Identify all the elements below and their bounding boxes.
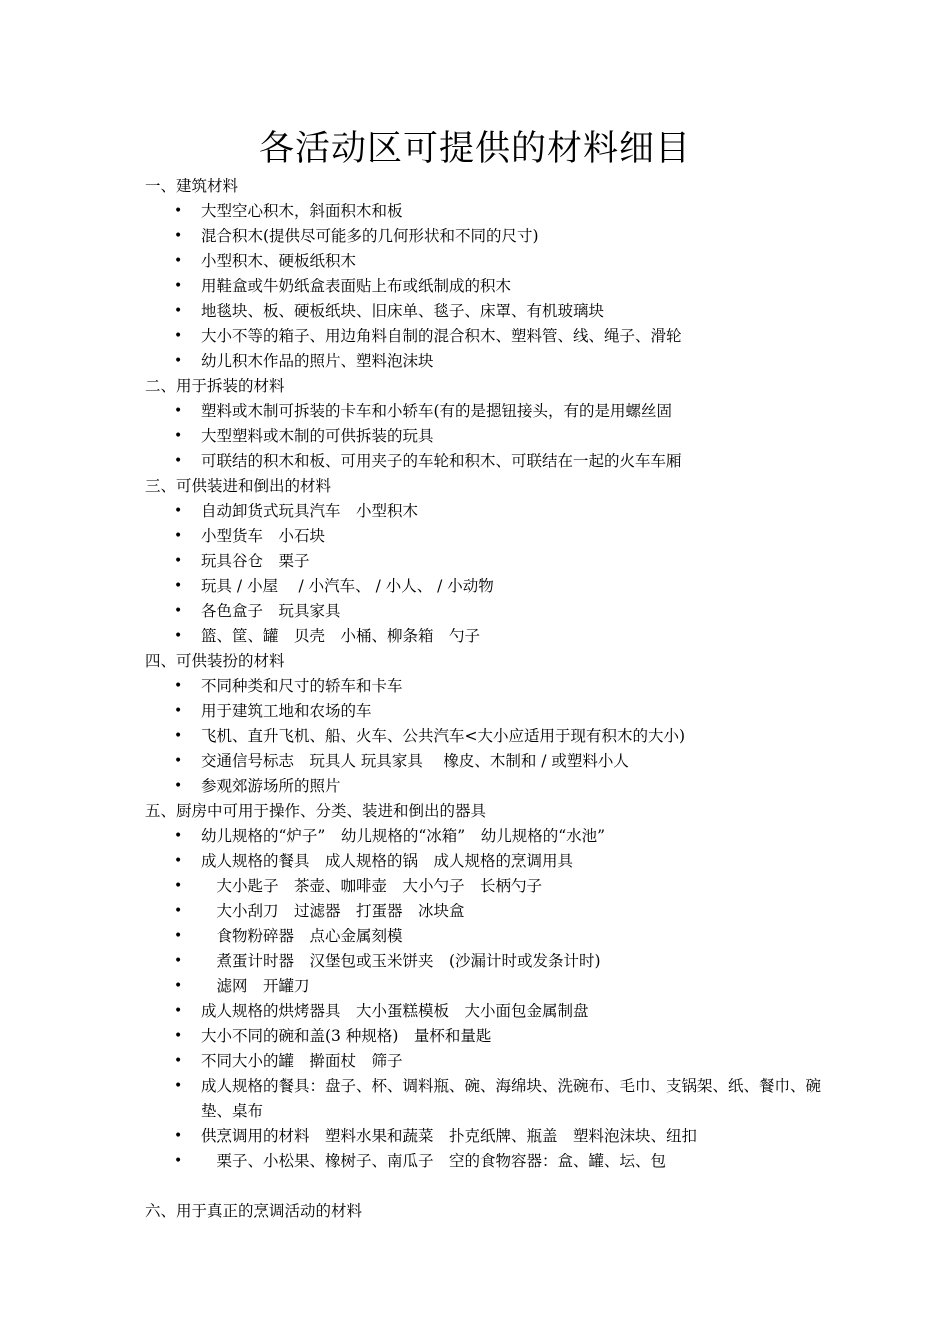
list-item bbox=[145, 524, 825, 549]
document-body bbox=[145, 174, 825, 1224]
bullet-list bbox=[145, 824, 825, 1174]
section-heading: 四、可供装扮的材料 bbox=[145, 652, 285, 670]
list-item-text: 地毯块、板、硬板纸块、旧床单、毯子、床罩、有机玻璃块 bbox=[201, 302, 605, 320]
bullet-icon: • bbox=[174, 1153, 183, 1169]
list-item-text: 食物粉碎器 点心金属刻模 bbox=[201, 927, 403, 945]
list-item-text: 大小不同的碗和盖(3 种规格) 量杯和量匙 bbox=[201, 1027, 492, 1045]
bullet-icon: • bbox=[174, 1053, 183, 1069]
bullet-icon: • bbox=[174, 753, 183, 769]
list-item bbox=[145, 699, 825, 724]
section-building-materials bbox=[145, 174, 825, 374]
bullet-list bbox=[145, 674, 825, 799]
bullet-list bbox=[145, 399, 825, 474]
list-item bbox=[145, 724, 825, 749]
list-item-text: 交通信号标志 玩具人 玩具家具 橡皮、木制和 / 或塑料小人 bbox=[201, 752, 629, 770]
bullet-icon: • bbox=[174, 1078, 183, 1094]
bullet-icon: • bbox=[174, 878, 183, 894]
list-item-text: 大小匙子 茶壶、咖啡壶 大小勺子 长柄勺子 bbox=[201, 877, 543, 895]
bullet-icon: • bbox=[174, 628, 183, 644]
list-item bbox=[145, 899, 825, 924]
list-item bbox=[145, 449, 825, 474]
list-item bbox=[145, 924, 825, 949]
list-item-text: 煮蛋计时器 汉堡包或玉米饼夹 (沙漏计时或发条计时) bbox=[201, 952, 601, 970]
blank-line bbox=[145, 1174, 825, 1199]
list-item-text: 参观郊游场所的照片 bbox=[201, 777, 341, 795]
bullet-list bbox=[145, 499, 825, 649]
list-item-text: 滤网 开罐刀 bbox=[201, 977, 310, 995]
bullet-icon: • bbox=[174, 253, 183, 269]
list-item bbox=[145, 349, 825, 374]
list-item-text: 成人规格的烘烤器具 大小蛋糕模板 大小面包金属制盘 bbox=[201, 1002, 589, 1020]
bullet-icon: • bbox=[174, 1003, 183, 1019]
list-item bbox=[145, 749, 825, 774]
bullet-list bbox=[145, 199, 825, 374]
list-item bbox=[145, 224, 825, 249]
list-item-text: 篮、筐、罐 贝壳 小桶、柳条箱 勺子 bbox=[201, 627, 481, 645]
bullet-icon: • bbox=[174, 953, 183, 969]
list-item bbox=[145, 424, 825, 449]
list-item bbox=[145, 999, 825, 1024]
list-item bbox=[145, 249, 825, 274]
bullet-icon: • bbox=[174, 1028, 183, 1044]
list-item-text: 小型货车 小石块 bbox=[201, 527, 326, 545]
list-item-text: 大型空心积木，斜面积木和板 bbox=[201, 202, 403, 220]
list-item bbox=[145, 874, 825, 899]
bullet-icon: • bbox=[174, 728, 183, 744]
bullet-icon: • bbox=[174, 828, 183, 844]
bullet-icon: • bbox=[174, 603, 183, 619]
list-item bbox=[145, 1074, 825, 1124]
list-item-text: 幼儿积木作品的照片、塑料泡沫块 bbox=[201, 352, 434, 370]
bullet-icon: • bbox=[174, 678, 183, 694]
list-item-text: 用鞋盒或牛奶纸盒表面贴上布或纸制成的积木 bbox=[201, 277, 512, 295]
section-fill-and-dump-materials bbox=[145, 474, 825, 649]
bullet-icon: • bbox=[174, 303, 183, 319]
list-item-text: 大小不等的箱子、用边角料自制的混合积木、塑料管、线、绳子、滑轮 bbox=[201, 327, 682, 345]
list-item-text: 大小刮刀 过滤器 打蛋器 冰块盒 bbox=[201, 902, 465, 920]
list-item-text: 玩具 / 小屋 / 小汽车、 / 小人、 / 小动物 bbox=[201, 577, 494, 595]
page-title: 各活动区可提供的材料细目 bbox=[258, 129, 691, 169]
bullet-icon: • bbox=[174, 853, 183, 869]
list-item-text: 用于建筑工地和农场的车 bbox=[201, 702, 372, 720]
bullet-icon: • bbox=[174, 578, 183, 594]
section-heading: 六、用于真正的烹调活动的材料 bbox=[145, 1202, 363, 1220]
section-disassembly-materials bbox=[145, 374, 825, 474]
list-item bbox=[145, 824, 825, 849]
section-heading: 二、用于拆装的材料 bbox=[145, 377, 285, 395]
list-item-text: 幼儿规格的“炉子” 幼儿规格的“冰箱” 幼儿规格的“水池” bbox=[201, 827, 606, 845]
bullet-icon: • bbox=[174, 528, 183, 544]
list-item-text: 不同种类和尺寸的轿车和卡车 bbox=[201, 677, 403, 695]
list-item bbox=[145, 624, 825, 649]
list-item-text: 混合积木(提供尽可能多的几何形状和不同的尺寸) bbox=[201, 227, 539, 245]
list-item-text: 大型塑料或木制的可供拆装的玩具 bbox=[201, 427, 434, 445]
section-heading: 一、建筑材料 bbox=[145, 177, 239, 195]
section-pretend-play-materials bbox=[145, 649, 825, 799]
list-item-text: 不同大小的罐 擀面杖 筛子 bbox=[201, 1052, 403, 1070]
bullet-icon: • bbox=[174, 278, 183, 294]
section-kitchen-utensils bbox=[145, 799, 825, 1174]
bullet-icon: • bbox=[174, 553, 183, 569]
list-item bbox=[145, 849, 825, 874]
list-item bbox=[145, 1049, 825, 1074]
bullet-icon: • bbox=[174, 428, 183, 444]
bullet-icon: • bbox=[174, 353, 183, 369]
list-item bbox=[145, 199, 825, 224]
list-item bbox=[145, 599, 825, 624]
list-item-text: 成人规格的餐具 成人规格的锅 成人规格的烹调用具 bbox=[201, 852, 574, 870]
bullet-icon: • bbox=[174, 328, 183, 344]
list-item-text: 飞机、直升飞机、船、火车、公共汽车<大小应适用于现有积木的大小) bbox=[201, 727, 686, 745]
bullet-icon: • bbox=[174, 1128, 183, 1144]
list-item bbox=[145, 399, 825, 424]
list-item bbox=[145, 1124, 825, 1149]
list-item-text: 玩具谷仓 栗子 bbox=[201, 552, 310, 570]
list-item-text: 成人规格的餐具：盘子、杯、调料瓶、碗、海绵块、洗碗布、毛巾、支锅架、纸、餐巾、碗垫、桌布 bbox=[201, 1077, 822, 1120]
list-item bbox=[145, 549, 825, 574]
bullet-icon: • bbox=[174, 903, 183, 919]
bullet-icon: • bbox=[174, 778, 183, 794]
bullet-icon: • bbox=[174, 503, 183, 519]
list-item bbox=[145, 1024, 825, 1049]
section-heading: 五、厨房中可用于操作、分类、装进和倒出的器具 bbox=[145, 802, 487, 820]
list-item bbox=[145, 274, 825, 299]
section-real-cooking-materials bbox=[145, 1199, 825, 1224]
bullet-icon: • bbox=[174, 928, 183, 944]
list-item bbox=[145, 674, 825, 699]
list-item bbox=[145, 574, 825, 599]
list-item-text: 可联结的积木和板、可用夹子的车轮和积木、可联结在一起的火车车厢 bbox=[201, 452, 682, 470]
list-item-text: 塑料或木制可拆装的卡车和小轿车(有的是摁钮接头，有的是用螺丝固 bbox=[201, 402, 673, 420]
bullet-icon: • bbox=[174, 978, 183, 994]
bullet-icon: • bbox=[174, 203, 183, 219]
list-item bbox=[145, 299, 825, 324]
list-item bbox=[145, 974, 825, 999]
list-item bbox=[145, 774, 825, 799]
list-item-text: 栗子、小松果、橡树子、南瓜子 空的食物容器：盒、罐、坛、包 bbox=[201, 1152, 667, 1170]
bullet-icon: • bbox=[174, 703, 183, 719]
list-item-text: 小型积木、硬板纸积木 bbox=[201, 252, 357, 270]
list-item bbox=[145, 324, 825, 349]
section-heading: 三、可供装进和倒出的材料 bbox=[145, 477, 332, 495]
list-item bbox=[145, 1149, 825, 1174]
list-item-text: 自动卸货式玩具汽车 小型积木 bbox=[201, 502, 419, 520]
bullet-icon: • bbox=[174, 403, 183, 419]
list-item bbox=[145, 499, 825, 524]
bullet-icon: • bbox=[174, 228, 183, 244]
list-item-text: 供烹调用的材料 塑料水果和蔬菜 扑克纸牌、瓶盖 塑料泡沫块、纽扣 bbox=[201, 1127, 698, 1145]
bullet-icon: • bbox=[174, 453, 183, 469]
list-item-text: 各色盒子 玩具家具 bbox=[201, 602, 341, 620]
list-item bbox=[145, 949, 825, 974]
